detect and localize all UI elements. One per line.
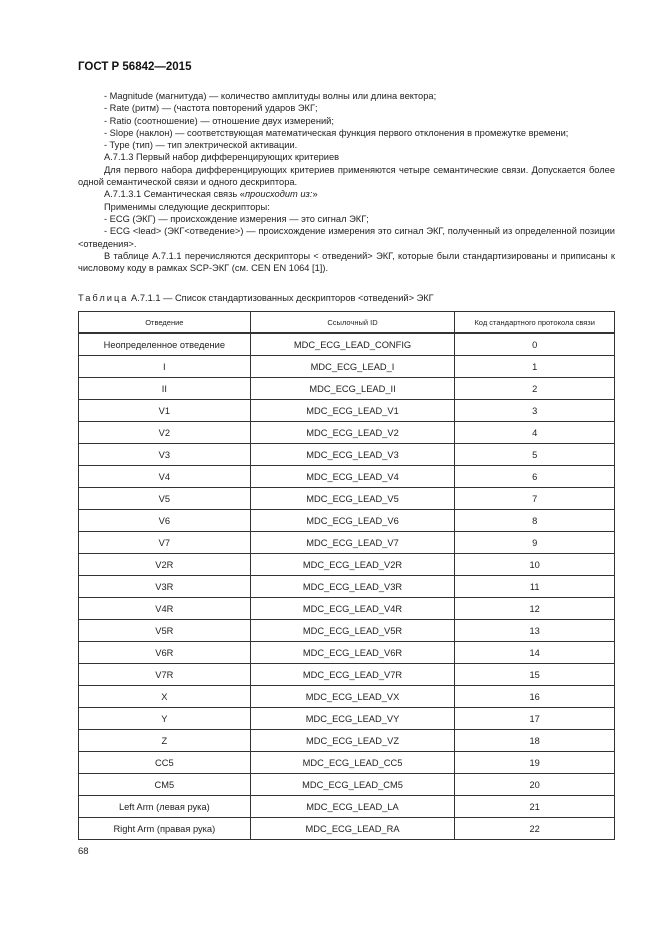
caption-text: А.7.1.1 — Список стандартизованных дескрипторов <отведений> ЭКГ [128, 293, 434, 303]
paragraph: - Rate (ритм) — (частота повторений ударов ЭКГ; [104, 103, 318, 114]
lead-cell: V4R [79, 598, 251, 620]
table-row [79, 620, 615, 642]
reference-id-cell: MDC_ECG_LEAD_V3R [250, 576, 455, 598]
table-row [79, 333, 615, 356]
code-cell: 17 [455, 708, 615, 730]
code-cell: 12 [455, 598, 615, 620]
table-row [79, 422, 615, 444]
reference-id-cell: MDC_ECG_LEAD_V4 [250, 466, 455, 488]
lead-cell: X [79, 686, 251, 708]
column-header: Код стандартного протокола связи [455, 312, 615, 334]
subsection-heading [78, 188, 615, 200]
reference-id-cell: MDC_ECG_LEAD_I [250, 356, 455, 378]
lead-cell: V5R [79, 620, 251, 642]
table-row [79, 444, 615, 466]
code-cell: 14 [455, 642, 615, 664]
reference-id-cell: MDC_ECG_LEAD_V1 [250, 400, 455, 422]
lead-cell: V3 [79, 444, 251, 466]
code-cell: 20 [455, 774, 615, 796]
lead-cell: V6 [79, 510, 251, 532]
reference-id-cell: MDC_ECG_LEAD_V2 [250, 422, 455, 444]
lead-cell: V2 [79, 422, 251, 444]
reference-id-cell: MDC_ECG_LEAD_CONFIG [250, 333, 455, 356]
lead-cell: V5 [79, 488, 251, 510]
reference-id-cell: MDC_ECG_LEAD_V3 [250, 444, 455, 466]
page-number: 68 [78, 846, 89, 857]
lead-cell: I [79, 356, 251, 378]
paragraph: Для первого набора дифференцирующих критериев применяются четыре семантические связи. Допускается более одной семантической связи и одного дескриптора. [78, 164, 615, 188]
code-cell: 22 [455, 818, 615, 840]
code-cell: 5 [455, 444, 615, 466]
paragraph: Применимы следующие дескрипторы: [104, 201, 270, 212]
table-row [79, 510, 615, 532]
reference-id-cell: MDC_ECG_LEAD_VZ [250, 730, 455, 752]
reference-id-cell: MDC_ECG_LEAD_VY [250, 708, 455, 730]
lead-cell: II [79, 378, 251, 400]
lead-cell: CM5 [79, 774, 251, 796]
table-row [79, 532, 615, 554]
column-header: Отведение [79, 312, 251, 334]
reference-id-cell: MDC_ECG_LEAD_V7R [250, 664, 455, 686]
table-row [79, 466, 615, 488]
column-header: Ссылочный ID [250, 312, 455, 334]
code-cell: 3 [455, 400, 615, 422]
table-caption [78, 293, 434, 303]
body-text [78, 90, 615, 274]
code-cell: 0 [455, 333, 615, 356]
table-row [79, 774, 615, 796]
table-header-row [79, 312, 615, 334]
code-cell: 7 [455, 488, 615, 510]
paragraph: В таблице А.7.1.1 перечисляются дескрипторы < отведений> ЭКГ, которые были стандартизированы и приписаны к числовому коду в рамках SCP-ЭКГ (см. CEN EN 1064 [1]). [78, 250, 615, 274]
table-row [79, 796, 615, 818]
heading-italic: происходит из: [244, 189, 313, 200]
table-row [79, 686, 615, 708]
lead-cell: V2R [79, 554, 251, 576]
paragraph: - Type (тип) — тип электрической активации. [104, 140, 298, 151]
document-header: ГОСТ Р 56842—2015 [78, 61, 192, 73]
reference-id-cell: MDC_ECG_LEAD_V2R [250, 554, 455, 576]
reference-id-cell: MDC_ECG_LEAD_V5 [250, 488, 455, 510]
code-cell: 16 [455, 686, 615, 708]
paragraph: - ECG (ЭКГ) — происхождение измерения — это сигнал ЭКГ; [104, 213, 369, 224]
table-row [79, 708, 615, 730]
reference-id-cell: MDC_ECG_LEAD_CC5 [250, 752, 455, 774]
lead-cell: V7R [79, 664, 251, 686]
heading-close: » [312, 189, 318, 200]
lead-cell: Неопределенное отведение [79, 333, 251, 356]
table-row [79, 598, 615, 620]
code-cell: 15 [455, 664, 615, 686]
lead-cell: V6R [79, 642, 251, 664]
paragraph: - Slope (наклон) — соответствующая математическая функция первого отклонения в промежутке времени; [104, 127, 569, 138]
paragraph: - ECG <lead> (ЭКГ<отведение>) — происхождение измерения это сигнал ЭКГ, полученный из определенной позиции <отведения>. [78, 226, 615, 249]
reference-id-cell: MDC_ECG_LEAD_VX [250, 686, 455, 708]
table-row [79, 356, 615, 378]
code-cell: 6 [455, 466, 615, 488]
lead-cell: Z [79, 730, 251, 752]
code-cell: 19 [455, 752, 615, 774]
table-row [79, 576, 615, 598]
code-cell: 21 [455, 796, 615, 818]
table-row [79, 554, 615, 576]
code-cell: 13 [455, 620, 615, 642]
code-cell: 9 [455, 532, 615, 554]
table-row [79, 730, 615, 752]
lead-cell: V4 [79, 466, 251, 488]
section-heading: А.7.1.3 Первый набор дифференцирующих критериев [104, 152, 340, 163]
caption-label: Таблица [78, 293, 129, 303]
reference-id-cell: MDC_ECG_LEAD_V5R [250, 620, 455, 642]
lead-cell: CC5 [79, 752, 251, 774]
code-cell: 4 [455, 422, 615, 444]
reference-id-cell: MDC_ECG_LEAD_LA [250, 796, 455, 818]
code-cell: 2 [455, 378, 615, 400]
table-row [79, 488, 615, 510]
paragraph: - Ratio (соотношение) — отношение двух измерений; [104, 115, 334, 126]
lead-cell: V7 [79, 532, 251, 554]
table-row [79, 378, 615, 400]
reference-id-cell: MDC_ECG_LEAD_V6R [250, 642, 455, 664]
code-cell: 8 [455, 510, 615, 532]
table-row [79, 752, 615, 774]
code-cell: 1 [455, 356, 615, 378]
reference-id-cell: MDC_ECG_LEAD_V7 [250, 532, 455, 554]
reference-id-cell: MDC_ECG_LEAD_V4R [250, 598, 455, 620]
table-row [79, 400, 615, 422]
reference-id-cell: MDC_ECG_LEAD_II [250, 378, 455, 400]
table-row [79, 664, 615, 686]
reference-id-cell: MDC_ECG_LEAD_RA [250, 818, 455, 840]
reference-id-cell: MDC_ECG_LEAD_V6 [250, 510, 455, 532]
heading-text: А.7.1.3.1 Семантическая связь « [104, 189, 245, 200]
lead-cell: Right Arm (правая рука) [79, 818, 251, 840]
code-cell: 10 [455, 554, 615, 576]
table-row [79, 818, 615, 840]
leads-table [78, 311, 615, 840]
lead-cell: Y [79, 708, 251, 730]
code-cell: 18 [455, 730, 615, 752]
code-cell: 11 [455, 576, 615, 598]
lead-cell: Left Arm (левая рука) [79, 796, 251, 818]
table-row [79, 642, 615, 664]
lead-cell: V3R [79, 576, 251, 598]
reference-id-cell: MDC_ECG_LEAD_CM5 [250, 774, 455, 796]
lead-cell: V1 [79, 400, 251, 422]
paragraph: - Magnitude (магнитуда) — количество амплитуды волны или длина вектора; [104, 91, 437, 101]
